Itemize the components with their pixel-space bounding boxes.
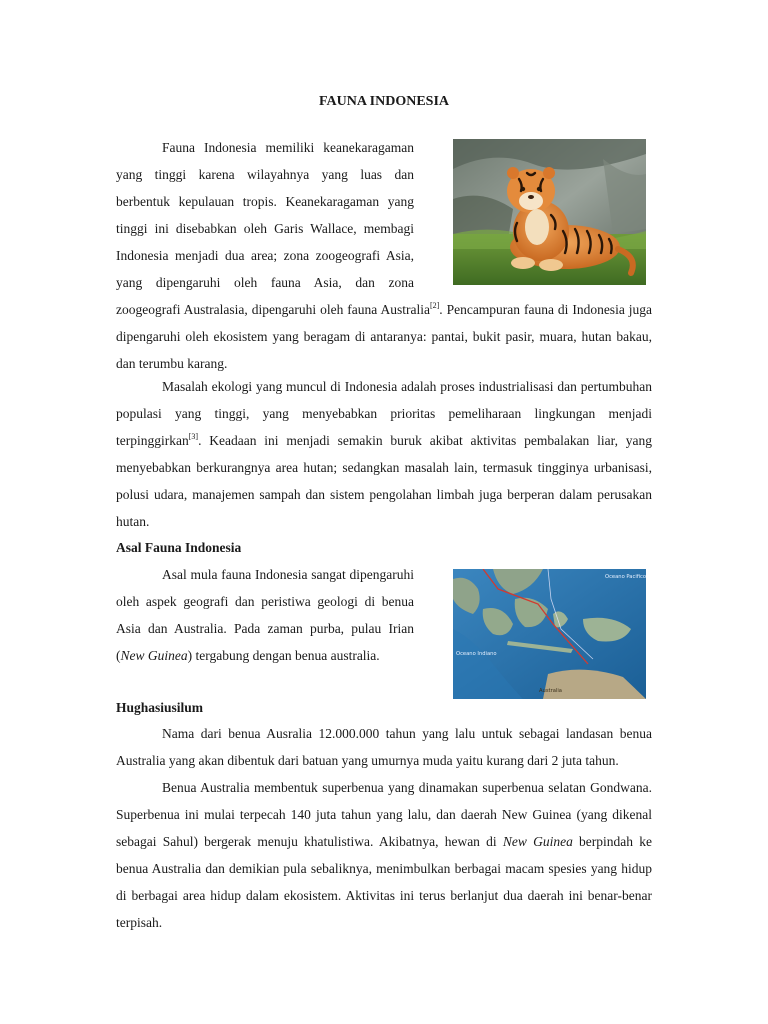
ecology-text: Masalah ekologi yang muncul di Indonesia adalah proses industrialisasi dan pertumbuhan populasi yang tinggi, yang menyebabkan prioritas pemeliharaan lingkungan menjadi terpinggirkan: [116, 379, 652, 448]
map-label-indian: Oceano Indiano: [456, 651, 497, 657]
asal-italic-term: New Guinea: [120, 648, 188, 663]
hughasiusilum-paragraph-2: [116, 774, 652, 936]
ecology-text-block: [116, 373, 652, 535]
section-heading-hughasiusilum: Hughasiusilum: [116, 700, 204, 715]
map-label-australia: Australia: [539, 688, 562, 694]
section-heading-asal: Asal Fauna Indonesia: [116, 540, 242, 555]
intro-paragraph: [116, 134, 652, 377]
map-illustration: [453, 569, 646, 699]
citation-ref: [3]: [188, 432, 199, 441]
asal-text: Asal mula fauna Indonesia sangat dipengaruhi oleh aspek geografi dan peristiwa geologi di benua Asia dan Australia. Pada zaman purba, pulau Irian (: [116, 567, 414, 663]
photo-float-spacer: [414, 134, 652, 290]
map-image: [453, 569, 646, 699]
citation-ref: [2]: [429, 301, 440, 310]
hughasiusilum-text-continued: berpindah ke benua Australia dan demikian pula sebaliknya, menimbulkan berbagai macam spesies yang hidup di berbagai area hidup dalam ekosistem. Aktivitas ini terus berlanjut dua daerah ini benar-benar terpisah.: [116, 834, 652, 930]
hughasiusilum-paragraph-1: Nama dari benua Ausralia 12.000.000 tahun yang lalu untuk sebagai landasan benua Australia yang akan dibentuk dari batuan yang umurnya muda yaitu kurang dari 2 juta tahun.: [116, 726, 652, 768]
ecology-paragraph: [116, 373, 652, 535]
ecology-text-continued: . Keadaan ini menjadi semakin buruk akibat aktivitas pembalakan liar, yang menyebabkan berkurangnya area hutan; sedangkan masalah lain, termasuk tingginya urbanisasi, polusi udara, manajemen sampah dan sistem pengolahan limbah juga berperan dalam perusakan hutan.: [116, 433, 652, 529]
intro-text: Fauna Indonesia memiliki keanekaragaman yang tinggi karena wilayahnya yang luas dan berbentuk kepulauan tropis. Keanekaragaman yang tinggi ini disebabkan oleh Garis Wallace, membagi Indonesia menjadi dua area; zona zoogeografi Asia, yang dipengaruhi oleh fauna Asia, dan zona zoogeografi Australasia, dipengaruhi oleh fauna Australia: [116, 140, 430, 317]
hughasiusilum-paragraphs: [116, 720, 652, 936]
map-label-pacific: Oceano Pacifico: [605, 574, 646, 580]
asal-text-continued: ) tergabung dengan benua australia.: [187, 648, 380, 663]
asal-text-block: [116, 561, 414, 669]
intro-text-continued: . Pencampuran fauna di Indonesia juga dipengaruhi oleh ekosistem yang beragam di antaranya: pantai, bukit pasir, muara, hutan bakau, dan terumbu karang.: [116, 302, 652, 371]
intro-paragraph-top: [116, 134, 652, 377]
page-title: FAUNA INDONESIA: [318, 94, 450, 109]
hughasiusilum-italic-term: New Guinea: [502, 834, 573, 849]
hughasiusilum-text: Benua Australia membentuk superbenua yang dinamakan superbenua selatan Gondwana. Superbenua ini mulai terpecah 140 juta tahun yang lalu, dan daerah New Guinea (yang dikenal sebagai Sahul) bergerak menuju khatulistiwa. Akibatnya, hewan di: [116, 780, 652, 849]
asal-paragraph: [116, 561, 414, 669]
